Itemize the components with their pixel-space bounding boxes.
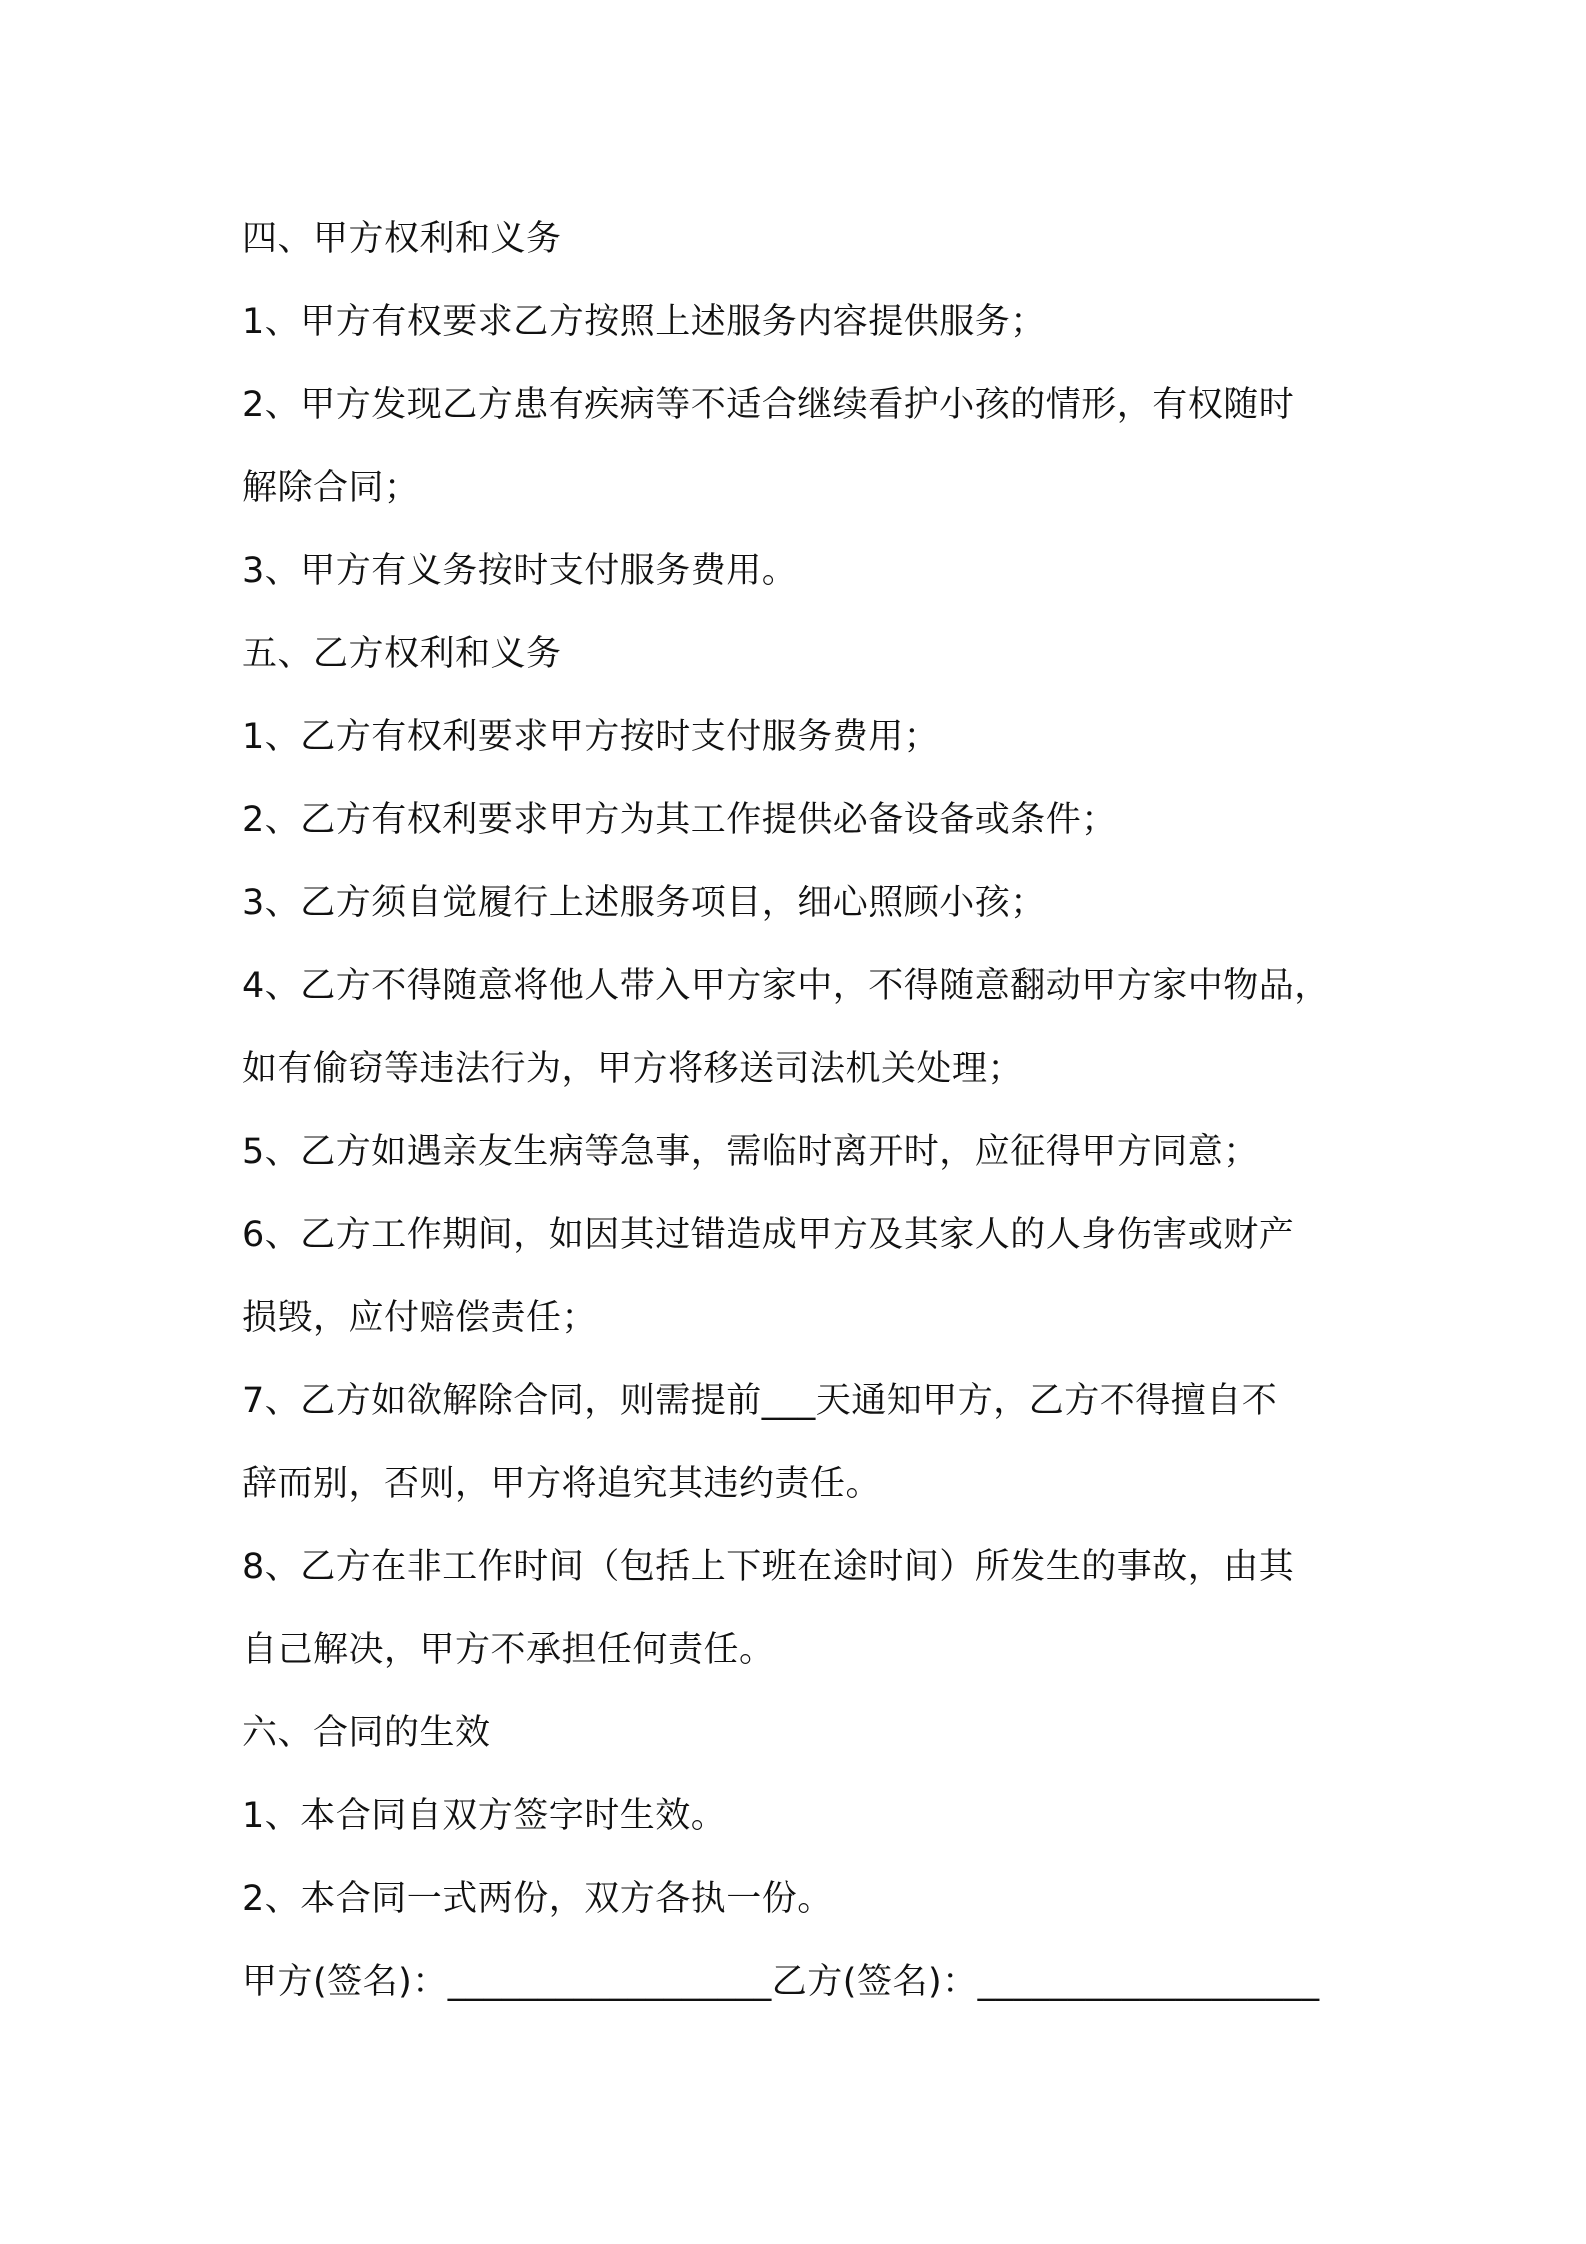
paragraph-line: 如有偷窃等违法行为，甲方将移送司法机关处理； <box>242 1049 1024 1089</box>
paragraph-line: 7、乙方如欲解除合同，则需提前___天通知甲方，乙方不得擅自不 <box>242 1381 1278 1421</box>
section-heading-party-a-rights: 四、甲方权利和义务 <box>242 219 562 259</box>
paragraph-line: 8、乙方在非工作时间（包括上下班在途时间）所发生的事故，由其 <box>242 1547 1295 1587</box>
paragraph-line: 解除合同； <box>242 468 420 508</box>
contract-body <box>242 198 1372 2024</box>
paragraph-line: 3、乙方须自觉履行上述服务项目，细心照顾小孩； <box>242 883 1046 923</box>
section-heading-party-b-rights: 五、乙方权利和义务 <box>242 634 562 674</box>
paragraph-line: 5、乙方如遇亲友生病等急事，需临时离开时，应征得甲方同意； <box>242 1132 1259 1172</box>
paragraph-line: 2、本合同一式两份，双方各执一份。 <box>242 1879 833 1919</box>
paragraph-line: 2、乙方有权利要求甲方为其工作提供必备设备或条件； <box>242 800 1117 840</box>
section-heading-contract-effect: 六、合同的生效 <box>242 1713 491 1753</box>
paragraph-line: 1、甲方有权要求乙方按照上述服务内容提供服务； <box>242 302 1046 342</box>
paragraph-line: 1、本合同自双方签字时生效。 <box>242 1796 727 1836</box>
signature-line: 甲方(签名)：__________________乙方(签名)：___________________ <box>242 1962 1320 2002</box>
paragraph-line: 辞而别，否则，甲方将追究其违约责任。 <box>242 1464 882 1504</box>
paragraph-line: 1、乙方有权利要求甲方按时支付服务费用； <box>242 717 940 757</box>
paragraph-line: 4、乙方不得随意将他人带入甲方家中，不得随意翻动甲方家中物品， <box>242 966 1330 1006</box>
paragraph-line: 3、甲方有义务按时支付服务费用。 <box>242 551 798 591</box>
paragraph-line: 损毁，应付赔偿责任； <box>242 1298 598 1338</box>
paragraph-line: 6、乙方工作期间，如因其过错造成甲方及其家人的人身伤害或财产 <box>242 1215 1295 1255</box>
paragraph-line: 2、甲方发现乙方患有疾病等不适合继续看护小孩的情形，有权随时 <box>242 385 1295 425</box>
paragraph-line: 自己解决，甲方不承担任何责任。 <box>242 1630 775 1670</box>
